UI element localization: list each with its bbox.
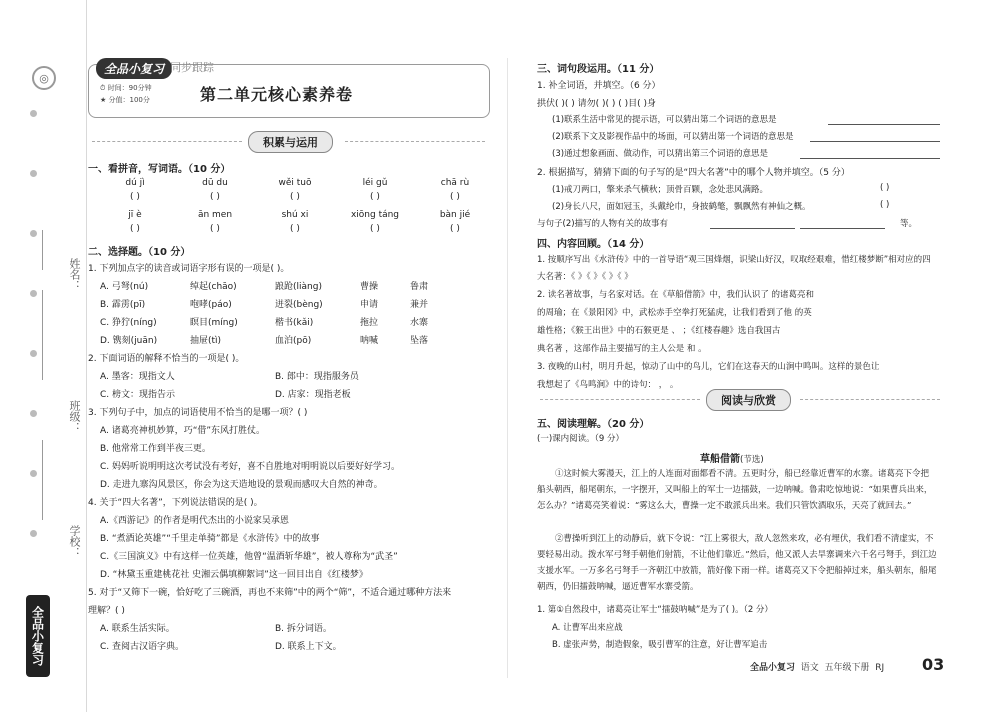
pinyin: jī è [128, 210, 142, 220]
answer-blank[interactable]: ( ) [450, 192, 460, 202]
question-5-cont: 理解？( ) [88, 606, 125, 616]
right-q1: 1. 补全词语，并填空。（6 分） [537, 81, 661, 91]
school-label: 学校： [68, 525, 81, 558]
option: 咆哮(páo) [190, 300, 232, 310]
pinyin: dú jì [125, 178, 145, 188]
pinyin: dū du [202, 178, 228, 188]
answer-blank[interactable]: ( ) [130, 192, 140, 202]
section-4-title: 四、内容回顾。（14 分） [537, 239, 650, 250]
option: 瞑目(míng) [190, 318, 238, 328]
answer-line[interactable] [810, 141, 940, 142]
option: 踉跄(liàng) [275, 282, 322, 292]
right-q2-item: (1)戒刀两口，擎来杀气横秋；顶骨百颗，念处悲风满路。 [552, 185, 769, 195]
answer-blank[interactable]: ( ) [210, 224, 220, 234]
option: 兼并 [410, 300, 429, 310]
passage-paragraph-1: ①这时候大雾漫天，江上的人连面对面都看不清。五更时分，船已经靠近曹军的水寨。诸葛亮下令把船头朝西，船尾朝东，一字摆开，又叫船上的军士一边擂鼓，一边呐喊。鲁肃吃惊地说：“如果曹兵出来，怎么办？”诸葛亮笑着说：“雾这么大，曹操一定不敢派兵出来。我们只管饮酒取乐，天亮了就回去。” [537, 469, 933, 511]
passage-paragraph-2: ②曹操听到江上的动静后，就下令说：“江上雾很大，敌人忽然来攻，必有埋伏，我们看不清虚实，不要轻易出动。拨水军弓弩手朝他们射箭，不让他们靠近。”然后，他又派人去旱寨调来六千名弓弩手，到江边支援水军。一万多名弓弩手一齐朝江中放箭，箭好像下雨一样。诸葛亮又下令把船掉过来，船头朝东，船尾朝西，仍旧擂鼓呐喊，逼近曹军水寨受箭。 [537, 534, 937, 592]
option: A. 诸葛亮神机妙算，巧“借”东风打胜仗。 [100, 426, 266, 436]
question-1: 1. 下列加点字的读音或词语字形有误的一项是( )。 [88, 264, 290, 274]
right-q2-story: 与句子(2)描写的人物有关的故事有 [537, 219, 669, 229]
option: 楷书(kǎi) [275, 318, 314, 328]
brand-logo: 全品小复习 [96, 58, 172, 79]
option: B. 拆分词语。 [275, 624, 332, 634]
content-q2-cont: 典名著 ，这部作品主要描写的主人公是 和 。 [537, 344, 707, 354]
content-q2: 2. 读名著故事，与名家对话。在《草船借箭》中，我们认识了 的诸葛亮和 [537, 290, 815, 300]
right-q1-item: (2)联系下文及影视作品中的场面，可以猜出第一个词语的意思是 [552, 132, 794, 142]
content-q2-cont: 的周瑜；在《景阳冈》中，武松赤手空拳打死猛虎，让我们看到了他 的英 [537, 308, 812, 318]
option: A. 弓弩(nú) [100, 282, 149, 292]
option: 坠落 [410, 336, 429, 346]
content-q2-cont: 雄性格；《猴王出世》中的石猴更是 、 ；《红楼春趣》选自我国古 [537, 326, 781, 336]
option: B. 他常常工作到半夜三更。 [100, 444, 211, 454]
page-title: 第二单元核心素养卷 [200, 85, 354, 104]
option: A.《西游记》的作者是明代杰出的小说家吴承恩 [100, 516, 289, 526]
answer-line[interactable] [710, 228, 795, 229]
pinyin: chā rù [440, 178, 470, 188]
question-5: 5. 对于“又筛下一碗，恰好吃了三碗酒，再也不来筛”中的两个“筛”，不适合通过哪种方法来 [88, 588, 452, 598]
brand-subtitle: 同步跟踪 [170, 61, 214, 74]
answer-blank[interactable]: ( ) [290, 192, 300, 202]
right-q2: 2. 根据描写，猜猜下面的句子写的是“四大名著”中的哪个人物并填空。（5 分） [537, 168, 850, 178]
passage-title: 草船借箭(节选) [700, 454, 764, 465]
option: 血泊(pō) [275, 336, 312, 346]
option: D. 镌刻(juān) [100, 336, 158, 346]
side-brand-logo: 全品小复习 [26, 595, 50, 677]
emblem-icon: ◎ [32, 66, 56, 90]
page-number: 03 [922, 655, 945, 674]
section-1-title: 一、看拼音，写词语。（10 分） [88, 164, 231, 175]
footer-edition: RJ [875, 663, 885, 673]
reading-question-1: 1. 第①自然段中，诸葛亮让军士“擂鼓呐喊”是为了( )。（2 分） [537, 605, 773, 615]
name-label: 姓名： [68, 258, 81, 291]
option: C. 榜文：现指告示 [100, 390, 176, 400]
section-2-title: 二、选择题。（10 分） [88, 247, 191, 258]
option: D. 走进九寨沟风景区，你会为这天造地设的景观而感叹大自然的神奇。 [100, 480, 383, 490]
etc-text: 等。 [900, 219, 918, 229]
option: 曹操 [360, 282, 379, 292]
pinyin: ān men [197, 210, 233, 220]
section-5-title: 五、阅读理解。（20 分） [537, 419, 650, 430]
pinyin: léi gǔ [362, 178, 388, 188]
class-label: 班级： [68, 400, 81, 433]
option: C. 狰狞(níng) [100, 318, 157, 328]
option: B. “煮酒论英雄”“千里走单骑”都是《水浒传》中的故事 [100, 534, 320, 544]
right-q2-item: (2)身长八尺，面如冠玉，头戴纶巾，身披鹤氅，飘飘然有神仙之概。 [552, 202, 811, 212]
option: 迸裂(bèng) [275, 300, 323, 310]
binding-strip [0, 0, 87, 712]
question-4: 4. 关于“四大名著”，下列说法错误的是( )。 [88, 498, 263, 508]
option: C. 查阅古汉语字典。 [100, 642, 185, 652]
content-q3-cont: 我想起了《鸟鸣涧》中的诗句： ， 。 [537, 380, 679, 390]
answer-blank[interactable]: ( ) [450, 224, 460, 234]
question-3: 3. 下列句子中，加点的词语使用不恰当的是哪一项？( ) [88, 408, 308, 418]
option: B. 虚张声势，制造假象，吸引曹军的注意，好让曹军追击 [552, 640, 768, 650]
option: C.《三国演义》中有这样一位英雄，他曾“温酒斩华雄”，被人尊称为“武圣” [100, 552, 398, 562]
time-info: ⏱ 时间：90分钟 [100, 84, 152, 92]
answer-blank[interactable]: ( ) [370, 192, 380, 202]
section-3-title: 三、词句段运用。（11 分） [537, 64, 660, 75]
section-banner-1: 积累与运用 [248, 131, 333, 153]
option: B. 霹雳(pī) [100, 300, 146, 310]
option: D. 联系上下文。 [275, 642, 342, 652]
question-2: 2. 下面词语的解释不恰当的一项是( )。 [88, 354, 245, 364]
option: C. 妈妈听说明明这次考试没有考好，喜不自胜地对明明说以后要好好学习。 [100, 462, 401, 472]
option: 拖拉 [360, 318, 379, 328]
content-q1: 1. 按顺序写出《水浒传》中的一首导语“观三国烽烟，识梁山好汉，叹取经艰难，惜红楼梦断”相对应的四 [537, 255, 931, 265]
answer-paren[interactable]: ( ) [880, 183, 890, 193]
footer-subject: 语文 [800, 663, 819, 673]
option: 绰起(chāo) [190, 282, 237, 292]
option: 鲁肃 [410, 282, 429, 292]
subsection-title: (一)课内阅读。（9 分） [537, 434, 624, 444]
option: B. 郎中：现指服务员 [275, 372, 359, 382]
pinyin: xiōng táng [350, 210, 400, 220]
pinyin: bàn jié [439, 210, 471, 220]
footer-grade: 五年级下册 [824, 663, 870, 673]
footer-info [750, 660, 884, 673]
answer-blank[interactable]: ( ) [370, 224, 380, 234]
answer-paren[interactable]: ( ) [880, 200, 890, 210]
option: 申请 [360, 300, 379, 310]
answer-blank[interactable]: ( ) [290, 224, 300, 234]
answer-blank[interactable]: ( ) [130, 224, 140, 234]
answer-blank[interactable]: ( ) [210, 192, 220, 202]
section-banner-2: 阅读与欣赏 [706, 389, 791, 411]
content-q3: 3. 夜晚的山村，明月升起，惊动了山中的鸟儿，它们在这春天的山涧中鸣叫。这样的景色让 [537, 362, 880, 372]
option: A. 联系生活实际。 [100, 624, 175, 634]
answer-line[interactable] [828, 124, 940, 125]
right-q1-item: (3)通过想象画面、做动作，可以猜出第三个词语的意思是 [552, 149, 769, 159]
option: A. 让曹军出来应战 [552, 623, 623, 633]
pinyin: shú xi [281, 210, 309, 220]
content-q1-cont: 大名著：《 》《 》《 》《 》 [537, 272, 633, 282]
pinyin: wěi tuō [278, 178, 312, 188]
answer-line[interactable] [800, 158, 940, 159]
score-info: ★ 分值：100分 [100, 96, 150, 104]
option: 呐喊 [360, 336, 379, 346]
right-q1-words: 拱伏( )( ) 请勿( )( ) ( )目( )身 [537, 99, 657, 109]
right-q1-item: (1)联系生活中常见的提示语，可以猜出第二个词语的意思是 [552, 115, 777, 125]
footer-brand: 全品小复习 [750, 663, 796, 673]
answer-line[interactable] [800, 228, 885, 229]
option: A. 墨客：现指文人 [100, 372, 175, 382]
option: D. 店家：现指老板 [275, 390, 351, 400]
option: D. “林黛玉重建桃花社 史湘云偶填柳絮词”这一回目出自《红楼梦》 [100, 570, 368, 580]
option: 抽屉(tì) [190, 336, 222, 346]
option: 水寨 [410, 318, 429, 328]
